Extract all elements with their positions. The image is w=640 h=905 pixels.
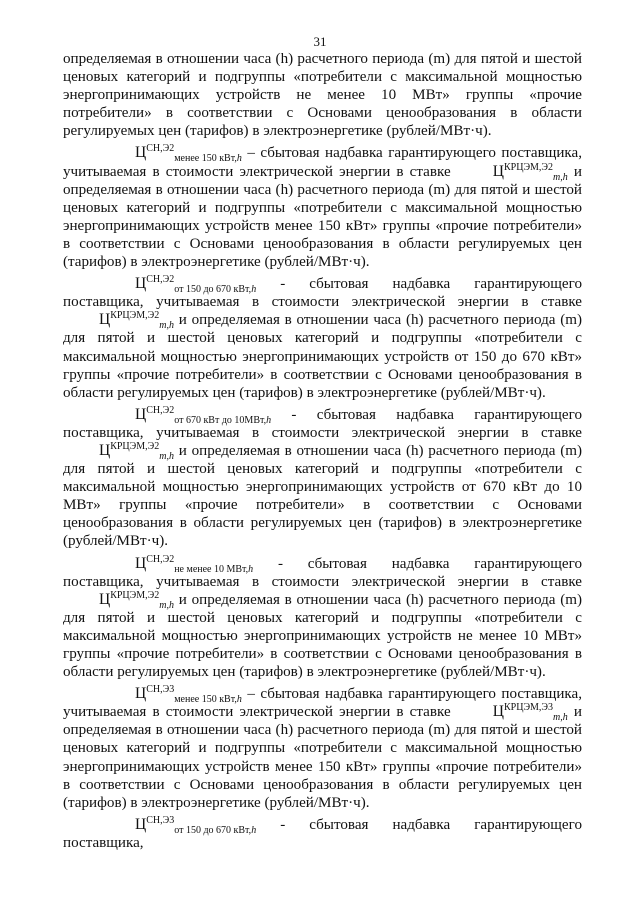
definition-lead: - сбытовая надбавка гарантирующего поставщика, учитываемая в стоимости электрической энергии в ставке (63, 276, 582, 311)
definition-tail: определяемая в отношении часа (h) расчетного периода (m) для пятой и шестой ценовых категорий и подгруппы «потребители с максимальной мощностью энергопринимающих устройств от 670 кВт до 10 МВт» группы «прочие потребители» в соответствии с Основами ценообразования в области регулируемых цен (тарифов) в электроэнергетике (рублей/МВт·ч). (63, 442, 582, 550)
definition-tail: определяемая в отношении часа (h) расчетного периода (m) для пятой и шестой ценовых категорий и подгруппы «потребители с максимальной мощностью энергопринимающих устройств менее 150 кВт» группы «прочие потребители» в соответствии с Основами ценообразования в области регулируемых цен (тарифов) в электроэнергетике (рублей/МВт·ч). (63, 181, 582, 271)
definition-paragraph: $Ц^{СН,Э2}_{от 670 кВт до 10МВт,h}$ - сбытовая надбавка гарантирующего поставщика, учитываемая в стоимости электрической энергии в ставке $Ц^{КРЦЭМ,Э2}_{m,h}$ и определяемая в отношении часа (h) расчетного периода (m) для пятой и шестой ценовых категорий и подгруппы «потребители с максимальной мощностью энергопринимающих устройств от 670 кВт до 10 МВт» группы «прочие потребители» в соответствии с Основами ценообразования в области регулируемых цен (тарифов) в электроэнергетике (рублей/МВт·ч). (63, 404, 582, 550)
definition-paragraph: $Ц^{СН,Э2}_{не менее 10 МВт,h}$ - сбытовая надбавка гарантирующего поставщика, учитываемая в стоимости электрической энергии в ставке $Ц^{КРЦЭМ,Э2}_{m,h}$ и определяемая в отношении часа (h) расчетного периода (m) для пятой и шестой ценовых категорий и подгруппы «потребители с максимальной мощностью энергопринимающих устройств не менее 10 МВт» группы «прочие потребители» в соответствии с Основами ценообразования в области регулируемых цен (тарифов) в электроэнергетике (рублей/МВт·ч). (63, 553, 582, 681)
tariff-symbol: $Ц^{СН,Э2}_{от 670 кВт до 10МВт,h}$ (135, 404, 272, 426)
rate-symbol: $Ц^{КРЦЭМ,Э2}_{m,h}$ (492, 161, 568, 183)
tariff-symbol: $Ц^{СН,Э3}_{менее 150 кВт,h}$ (135, 684, 242, 706)
definition-paragraph: $Ц^{СН,Э2}_{от 150 до 670 кВт,h}$ - сбытовая надбавка гарантирующего поставщика, учитываемая в стоимости электрической энергии в ставке $Ц^{КРЦЭМ,Э2}_{m,h}$ и определяемая в отношении часа (h) расчетного периода (m) для пятой и шестой ценовых категорий и подгруппы «потребители с максимальной мощностью энергопринимающих устройств от 150 до 670 кВт» группы «прочие потребители» в соответствии с Основами ценообразования в области регулируемых цен (тарифов) в электроэнергетике (рублей/МВт·ч). (63, 273, 582, 401)
rate-symbol: $Ц^{КРЦЭМ,Э2}_{m,h}$ (99, 589, 174, 611)
definition-paragraph: $Ц^{СН,Э3}_{менее 150 кВт,h}$ – сбытовая надбавка гарантирующего поставщика, учитываемая в стоимости электрической энергии в ставке $Ц^{КРЦЭМ,Э3}_{m,h}$ и определяемая в отношении часа (h) расчетного периода (m) для пятой и шестой ценовых категорий и подгруппы «потребители с максимальной мощностью энергопринимающих устройств менее 150 кВт» группы «прочие потребители» в соответствии с Основами ценообразования в области регулируемых цен (тарифов) в электроэнергетике (рублей/МВт·ч). (63, 684, 582, 811)
document-body (63, 50, 582, 852)
definition-lead: - сбытовая надбавка гарантирующего поставщика, учитываемая в стоимости электрической энергии в ставке (63, 555, 582, 590)
tariff-symbol: $Ц^{СН,Э2}_{менее 150 кВт,h}$ (135, 143, 242, 165)
tariff-symbol: $Ц^{СН,Э3}_{от 150 до 670 кВт,h}$ (135, 814, 257, 836)
definition-paragraph: $Ц^{СН,Э2}_{менее 150 кВт,h}$ – сбытовая надбавка гарантирующего поставщика, учитываемая в стоимости электрической энергии в ставке $Ц^{КРЦЭМ,Э2}_{m,h}$ и определяемая в отношении часа (h) расчетного периода (m) для пятой и шестой ценовых категорий и подгруппы «потребители с максимальной мощностью энергопринимающих устройств менее 150 кВт» группы «прочие потребители» в соответствии с Основами ценообразования в области регулируемых цен (тарифов) в электроэнергетике (рублей/МВт·ч). (63, 143, 582, 271)
rate-symbol: $Ц^{КРЦЭМ,Э2}_{m,h}$ (99, 440, 174, 463)
definition-lead: - сбытовая надбавка гарантирующего поставщика, (63, 816, 582, 851)
rate-symbol: $Ц^{КРЦЭМ,Э3}_{m,h}$ (492, 702, 568, 724)
definition-lead: - сбытовая надбавка гарантирующего поставщика, учитываемая в стоимости электрической энергии в ставке (63, 406, 582, 441)
tariff-symbol: $Ц^{СН,Э2}_{не менее 10 МВт,h}$ (135, 553, 254, 575)
definition-lead: – сбытовая надбавка гарантирующего поставщика, учитываемая в стоимости электрической энергии в ставке (63, 686, 582, 721)
definition-tail: определяемая в отношении часа (h) расчетного периода (m) для пятой и шестой ценовых категорий и подгруппы «потребители с максимальной мощностью энергопринимающих устройств менее 150 кВт» группы «прочие потребители» в соответствии с Основами ценообразования в области регулируемых цен (тарифов) в электроэнергетике (рублей/МВт·ч). (63, 722, 582, 811)
rate-symbol: $Ц^{КРЦЭМ,Э2}_{m,h}$ (99, 310, 174, 332)
definition-lead: – сбытовая надбавка гарантирующего поставщика, учитываемая в стоимости электрической энергии в ставке (63, 145, 582, 180)
intro-paragraph: определяемая в отношении часа (h) расчетного периода (m) для пятой и шестой ценовых категорий и подгруппы «потребители с максимальной мощностью энергопринимающих устройств не менее 10 МВт» группы «прочие потребители» в соответствии с Основами ценообразования в области регулируемых цен (тарифов) в электроэнергетике (рублей/МВт·ч). (63, 51, 582, 140)
page-number: 31 (313, 34, 327, 49)
tariff-symbol: $Ц^{СН,Э2}_{от 150 до 670 кВт,h}$ (135, 273, 257, 296)
definition-tail: определяемая в отношении часа (h) расчетного периода (m) для пятой и шестой ценовых категорий и подгруппы «потребители с максимальной мощностью энергопринимающих устройств не менее 10 МВт» группы «прочие потребители» в соответствии с Основами ценообразования в области регулируемых цен (тарифов) в электроэнергетике (рублей/МВт·ч). (63, 591, 582, 681)
definition-tail: определяемая в отношении часа (h) расчетного периода (m) для пятой и шестой ценовых категорий и подгруппы «потребители с максимальной мощностью энергопринимающих устройств от 150 до 670 кВт» группы «прочие потребители» в соответствии с Основами ценообразования в области регулируемых цен (тарифов) в электроэнергетике (рублей/МВт·ч). (63, 312, 582, 401)
definition-paragraph (63, 816, 582, 852)
